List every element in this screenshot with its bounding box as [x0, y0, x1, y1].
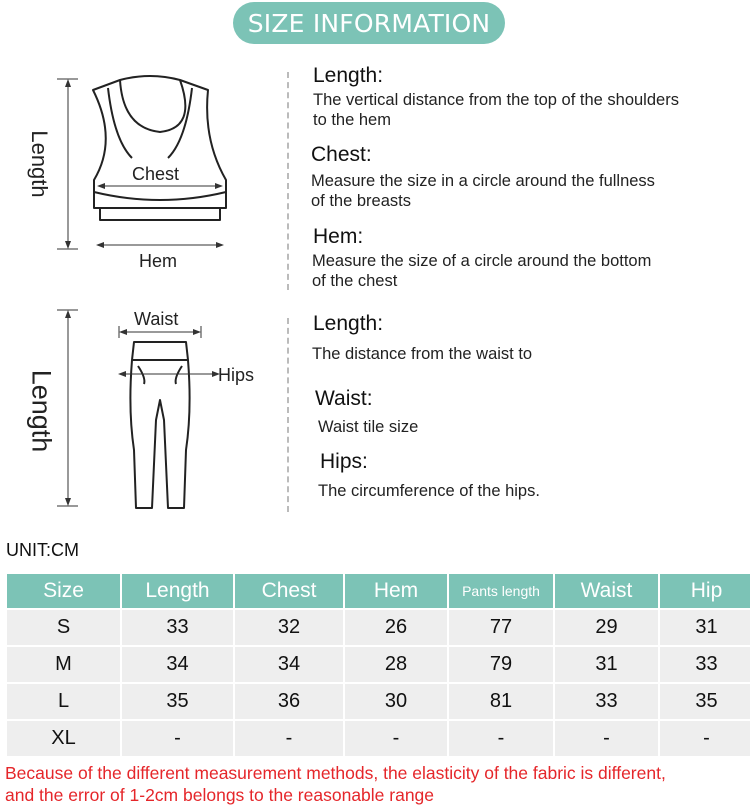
top-divider	[287, 72, 289, 290]
header-pants-length: Pants length	[449, 574, 553, 608]
cell-pants-length: 81	[449, 684, 553, 719]
leggings-waist-label: Waist	[134, 309, 179, 329]
page-title: SIZE INFORMATION	[233, 2, 505, 44]
top-chest-desc-2: of the breasts	[311, 192, 411, 210]
cell-length: -	[122, 721, 233, 756]
cell-size: S	[7, 610, 120, 645]
bottom-length-title: Length:	[313, 312, 384, 335]
cell-waist: 31	[555, 647, 658, 682]
top-length-desc-2: to the hem	[313, 111, 391, 129]
top-chest-desc-1: Measure the size in a circle around the fullness	[311, 172, 655, 190]
cell-waist: 33	[555, 684, 658, 719]
table-header-row	[7, 574, 750, 608]
cell-hem: 30	[345, 684, 447, 719]
bottom-hips-desc: The circumference of the hips.	[318, 482, 540, 500]
top-hem-desc-2: of the chest	[312, 272, 398, 290]
header-waist: Waist	[555, 574, 658, 608]
size-table	[5, 572, 750, 758]
bottom-length-desc: The distance from the waist to	[312, 345, 533, 363]
cell-length: 35	[122, 684, 233, 719]
table-row	[7, 721, 750, 756]
cell-chest: -	[235, 721, 343, 756]
cell-pants-length: 77	[449, 610, 553, 645]
cell-length: 33	[122, 610, 233, 645]
leggings-length-label: Length	[26, 369, 57, 453]
bottom-divider	[287, 318, 289, 512]
top-chest-title: Chest:	[311, 143, 372, 166]
cell-hip: 31	[660, 610, 750, 645]
cell-hem: 28	[345, 647, 447, 682]
bottom-waist-desc: Waist tile size	[318, 418, 419, 436]
cell-chest: 36	[235, 684, 343, 719]
cell-pants-length: 79	[449, 647, 553, 682]
header-chest: Chest	[235, 574, 343, 608]
cell-length: 34	[122, 647, 233, 682]
top-length-desc-1: The vertical distance from the top of the shoulders	[313, 91, 679, 109]
cell-size: M	[7, 647, 120, 682]
bra-length-label: Length	[27, 130, 52, 198]
unit-label: UNIT:CM	[6, 540, 79, 560]
note-line-2: and the error of 1-2cm belongs to the reasonable range	[5, 785, 435, 805]
bra-hem-label: Hem	[139, 251, 178, 271]
cell-size: L	[7, 684, 120, 719]
measurement-note	[5, 762, 666, 806]
cell-pants-length: -	[449, 721, 553, 756]
table-row	[7, 647, 750, 682]
bra-chest-label: Chest	[132, 164, 180, 184]
table-row	[7, 610, 750, 645]
cell-waist: 29	[555, 610, 658, 645]
cell-chest: 34	[235, 647, 343, 682]
header-length: Length	[122, 574, 233, 608]
header-hip: Hip	[660, 574, 750, 608]
leggings-hips-label: Hips	[218, 365, 255, 385]
header-size: Size	[7, 574, 120, 608]
table-row	[7, 684, 750, 719]
bottom-waist-title: Waist:	[315, 387, 373, 410]
cell-hip: -	[660, 721, 750, 756]
bottom-hips-title: Hips:	[320, 450, 368, 473]
cell-hem: 26	[345, 610, 447, 645]
cell-chest: 32	[235, 610, 343, 645]
cell-hip: 35	[660, 684, 750, 719]
cell-waist: -	[555, 721, 658, 756]
note-line-1: Because of the different measurement methods, the elasticity of the fabric is different,	[5, 763, 666, 783]
cell-size: XL	[7, 721, 120, 756]
cell-hem: -	[345, 721, 447, 756]
top-hem-title: Hem:	[313, 225, 364, 248]
cell-hip: 33	[660, 647, 750, 682]
header-hem: Hem	[345, 574, 447, 608]
top-length-title: Length:	[313, 64, 384, 87]
top-hem-desc-1: Measure the size of a circle around the bottom	[312, 252, 652, 270]
